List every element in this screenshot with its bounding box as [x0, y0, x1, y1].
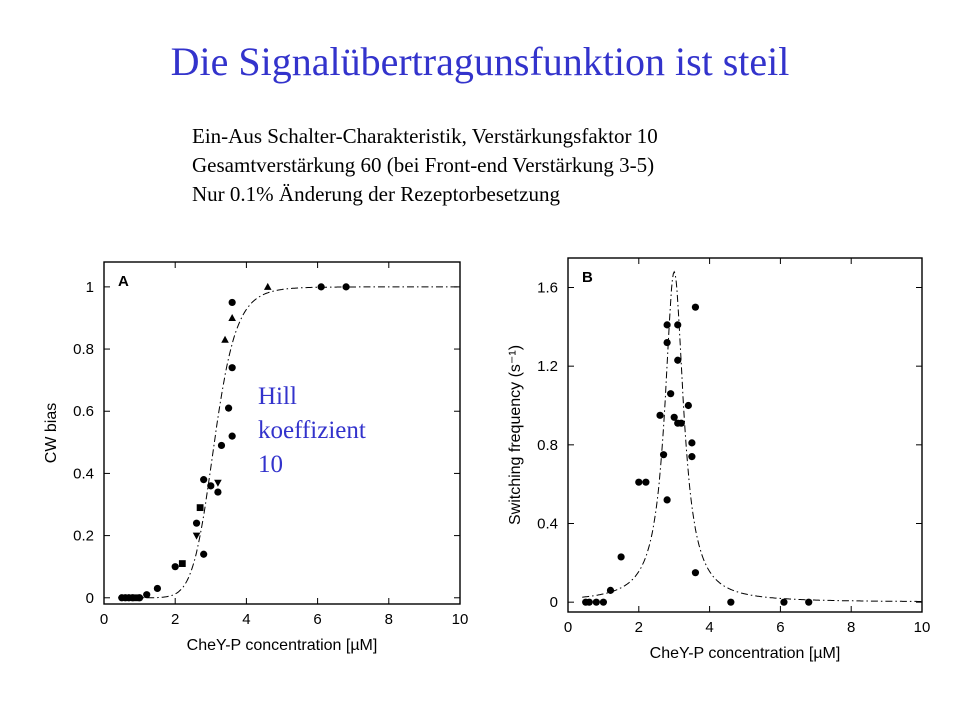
y-tick-label: 1.2 [537, 358, 558, 376]
bullet-line: Gesamtverstärkung 60 (bei Front-end Verstärkung 3-5) [192, 153, 655, 177]
y-tick-label: 0.4 [537, 515, 558, 533]
hill-coefficient-annotation [258, 380, 366, 482]
y-tick-label: 0.6 [73, 403, 94, 421]
bullet-line: Ein-Aus Schalter-Charakteristik, Verstärkungsfaktor 10 [192, 124, 658, 148]
data-point [664, 321, 671, 328]
x-tick-label: 4 [242, 611, 251, 628]
data-point [692, 304, 699, 311]
data-point [586, 599, 593, 606]
data-point [805, 599, 812, 606]
x-axis-label: CheY-P concentration [µM] [186, 637, 378, 654]
data-point [674, 321, 681, 328]
x-tick-label: 4 [705, 619, 714, 636]
y-tick-label: 0.4 [73, 465, 94, 483]
y-tick-label: 0 [549, 594, 558, 612]
data-point [607, 587, 614, 594]
panel-label: B [582, 269, 593, 286]
data-point [656, 412, 663, 419]
data-point [688, 439, 695, 446]
x-tick-label: 8 [384, 611, 393, 628]
panel-label: A [118, 273, 129, 290]
data-point [674, 357, 681, 364]
x-tick-label: 8 [847, 619, 856, 636]
data-point [664, 496, 671, 503]
data-point [660, 451, 667, 458]
data-point [692, 569, 699, 576]
y-axis-label: Switching frequency (s⁻¹) [507, 344, 524, 526]
x-tick-label: 2 [171, 611, 180, 628]
data-point [685, 402, 692, 409]
data-point [664, 339, 671, 346]
data-point [593, 599, 600, 606]
x-tick-label: 2 [634, 619, 643, 636]
y-tick-label: 0.8 [73, 341, 94, 359]
y-axis-label: CW bias [43, 402, 60, 464]
slide-title: Die Signalübertragunsfunktion ist steil [170, 39, 790, 84]
data-point [635, 479, 642, 486]
bullet-line: Nur 0.1% Änderung der Rezeptorbesetzung [192, 182, 560, 206]
data-point [780, 599, 787, 606]
data-point [727, 599, 734, 606]
data-point [642, 479, 649, 486]
x-axis-label: CheY-P concentration [µM] [649, 645, 841, 662]
data-point [688, 453, 695, 460]
y-tick-label: 1.6 [537, 279, 558, 297]
data-point [618, 553, 625, 560]
annotation-line: Hill [258, 383, 297, 410]
data-point [600, 599, 607, 606]
x-tick-label: 10 [451, 611, 469, 628]
data-point [678, 420, 685, 427]
x-tick-label: 0 [99, 611, 109, 628]
annotation-line: 10 [258, 451, 283, 478]
y-tick-label: 0 [85, 589, 94, 607]
y-tick-label: 1 [85, 278, 94, 296]
fit-curve [582, 272, 922, 602]
x-tick-label: 10 [913, 619, 931, 636]
x-tick-label: 6 [776, 619, 785, 636]
x-tick-label: 6 [313, 611, 322, 628]
y-tick-label: 0.8 [537, 436, 558, 454]
y-tick-label: 0.2 [73, 527, 94, 545]
x-tick-label: 0 [563, 619, 573, 636]
annotation-line: koeffizient [258, 417, 366, 444]
data-point [667, 390, 674, 397]
